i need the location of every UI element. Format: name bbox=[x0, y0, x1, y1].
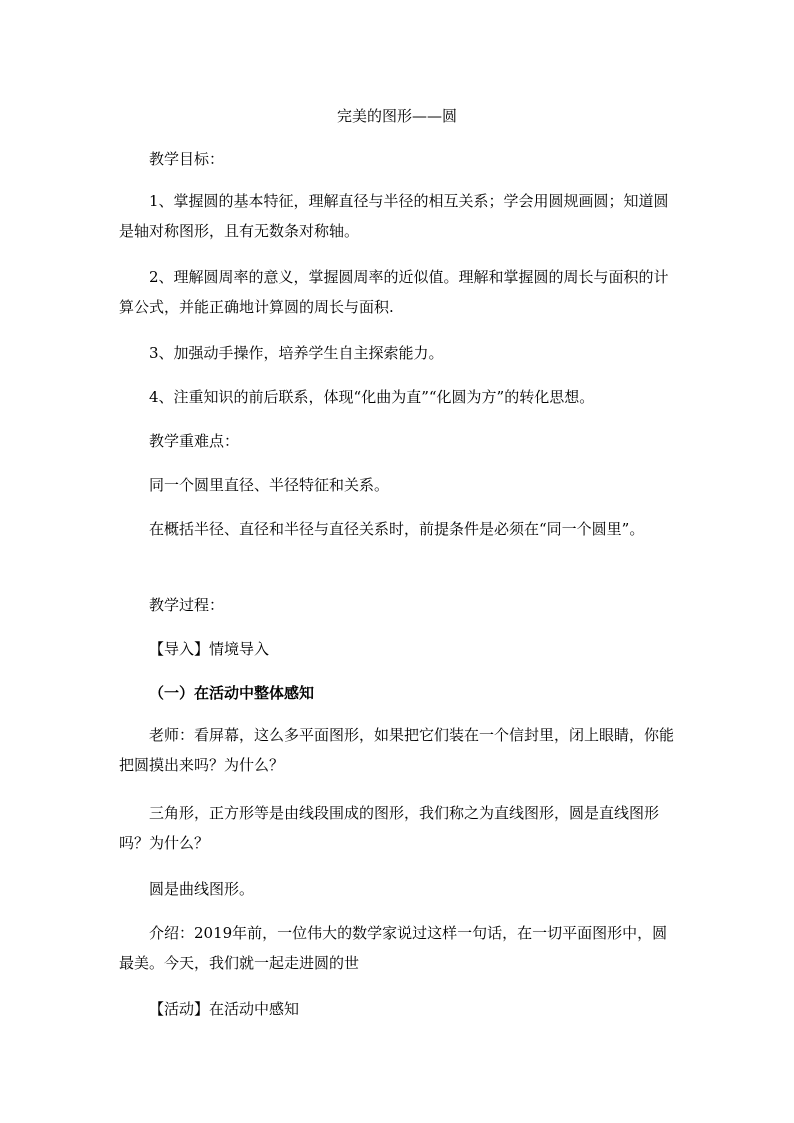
paragraph-teacher-question: 老师：看屏幕，这么多平面图形，如果把它们装在一个信封里，闭上眼睛，你能把圆摸出来吗？为什么？ bbox=[119, 726, 675, 774]
paragraph-teaching-goals-heading: 教学目标： bbox=[149, 150, 225, 168]
paragraph-activity-heading: 【活动】在活动中感知 bbox=[149, 1000, 300, 1018]
paragraph-goal-3: 3、加强动手操作，培养学生自主探索能力。 bbox=[149, 344, 444, 362]
paragraph-key-point: 同一个圆里直径、半径特征和关系。 bbox=[149, 476, 390, 494]
document-title: 完美的图形——圆 bbox=[336, 107, 457, 125]
paragraph-intro-heading: 【导入】情境导入 bbox=[149, 640, 270, 658]
paragraph-goal-4: 4、注重知识的前后联系，体现“化曲为直”“化圆为方”的转化思想。 bbox=[149, 388, 595, 406]
paragraph-key-points-heading: 教学重难点： bbox=[149, 432, 240, 450]
paragraph-process-heading: 教学过程： bbox=[149, 596, 225, 614]
paragraph-goal-1: 1、掌握圆的基本特征，理解直径与半径的相互关系；学会用圆规画圆；知道圆是轴对称图形，且有无数条对称轴。 bbox=[119, 192, 669, 240]
paragraph-introduction: 介绍：2019年前，一位伟大的数学家说过这样一句话，在一切平面图形中，圆最美。今天，我们就一起走进圆的世 bbox=[119, 924, 668, 972]
paragraph-goal-2: 2、理解圆周率的意义，掌握圆周率的近似值。理解和掌握圆的周长与面积的计算公式，并能正确地计算圆的周长与面积. bbox=[119, 268, 669, 316]
paragraph-line-figures: 三角形，正方形等是由线段围成的图形，我们称之为直线图形，圆是直线图形吗？为什么？ bbox=[119, 804, 660, 852]
paragraph-curve-figure: 圆是曲线图形。 bbox=[149, 880, 255, 898]
paragraph-difficulty: 在概括半径、直径和半径与直径关系时，前提条件是必须在“同一个圆里”。 bbox=[149, 520, 645, 538]
paragraph-activity-perception: （一）在活动中整体感知 bbox=[149, 684, 315, 702]
